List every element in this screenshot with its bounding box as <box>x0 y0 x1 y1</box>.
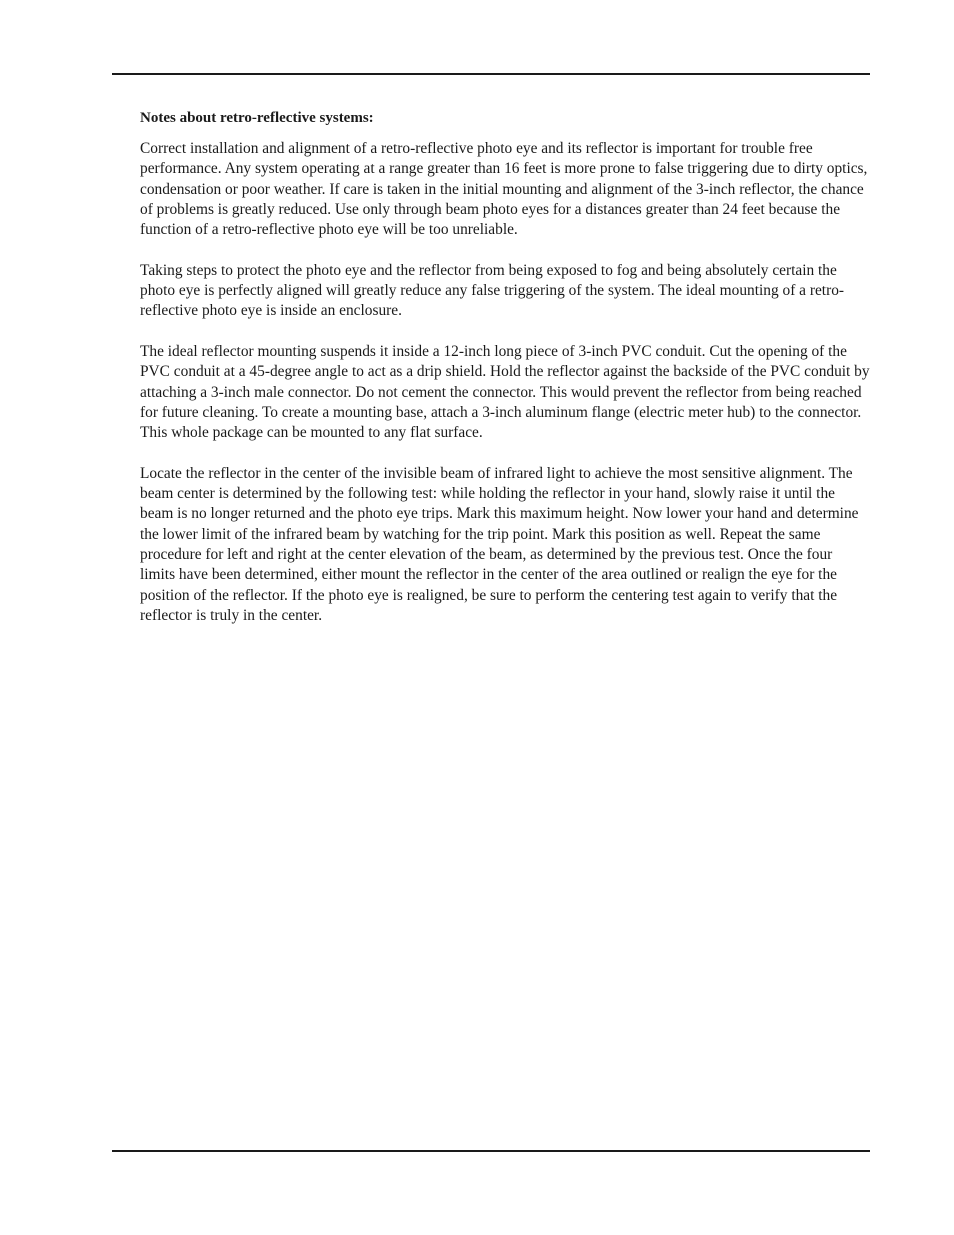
footer-rule <box>112 1150 870 1152</box>
paragraph-beam-alignment: Locate the reflector in the center of the invisible beam of infrared light to achieve the most sensitive alignment. The beam center is determined by the following test: while holding the reflector in your hand, slowly raise it until the beam is no longer returned and the photo eye trips. Mark this maximum height. Now lower your hand and determine the lower limit of the infrared beam by watching for the trip point. Mark this position as well. Repeat the same procedure for left and right at the center elevation of the beam, as determined by the previous test. Once the four limits have been determined, either mount the reflector in the center of the area outlined or realign the eye for the position of the reflector. If the photo eye is realigned, be sure to perform the centering test again to verify that the reflector is truly in the center. <box>140 464 859 624</box>
header-rule <box>112 73 870 75</box>
document-body <box>140 108 870 646</box>
paragraph-reflector-mounting: The ideal reflector mounting suspends it inside a 12-inch long piece of 3-inch PVC conduit. Cut the opening of the PVC conduit at a 45-degree angle to act as a drip shield. Hold the reflector against the backside of the PVC conduit by attaching a 3-inch male connector. Do not cement the connector. This would prevent the reflector from being reached for future cleaning. To create a mounting base, attach a 3-inch aluminum flange (electric meter hub) to the connector. This whole package can be mounted to any flat surface. <box>140 342 870 442</box>
section-heading: Notes about retro-reflective systems: <box>140 110 374 126</box>
paragraph-installation: Correct installation and alignment of a retro-reflective photo eye and its reflector is important for trouble free performance. Any system operating at a range greater than 16 feet is more prone to false triggering due to dirty optics, condensation or poor weather. If care is taken in the initial mounting and alignment of the 3-inch reflector, the chance of problems is greatly reduced. Use only through beam photo eyes for a distances greater than 24 feet because the function of a retro-reflective photo eye will be too unreliable. <box>140 140 868 239</box>
paragraph-protection: Taking steps to protect the photo eye and the reflector from being exposed to fog and being absolutely certain the photo eye is perfectly aligned will greatly reduce any false triggering of the system. The ideal mounting of a retro-reflective photo eye is inside an enclosure. <box>140 261 845 320</box>
